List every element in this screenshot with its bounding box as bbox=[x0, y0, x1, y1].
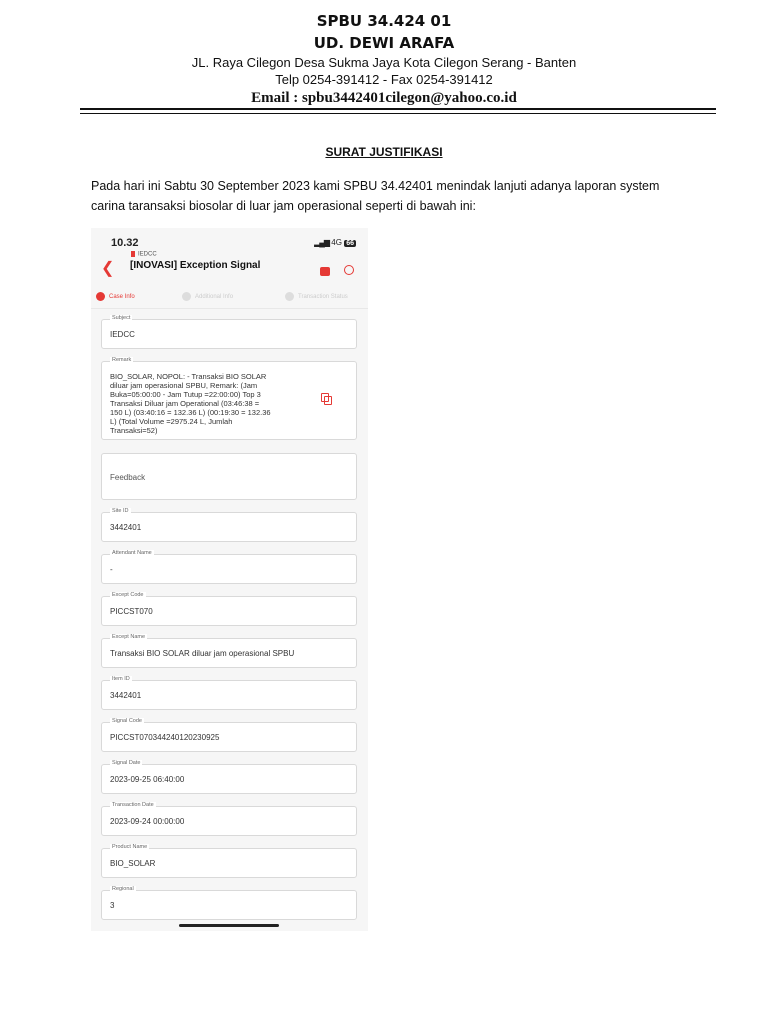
field-value: IEDCC bbox=[110, 330, 135, 339]
tag-marker-icon bbox=[131, 251, 135, 257]
company-email: Email : spbu3442401cilegon@yahoo.co.id bbox=[251, 90, 517, 106]
field-label: Except Code bbox=[112, 592, 144, 598]
status-time: 10.32 bbox=[111, 237, 139, 249]
field-label: Regional bbox=[112, 886, 134, 892]
alarm-clock-icon[interactable] bbox=[344, 265, 354, 275]
field-value: Transaksi BIO SOLAR diluar jam operasional SPBU bbox=[110, 649, 295, 658]
step-number bbox=[285, 292, 294, 301]
field-value: 2023-09-25 06:40:00 bbox=[110, 775, 185, 784]
remark-field[interactable] bbox=[101, 357, 357, 440]
subject-field[interactable] bbox=[101, 315, 357, 349]
item-id-field[interactable] bbox=[101, 676, 357, 710]
remark-value: BIO_SOLAR, NOPOL: - Transaksi BIO SOLAR diluar jam operasional SPBU, Remark: (Jam Buka=05:00:00 - Jam Tutup =22:00:00) Top 3 Transaksi Diluar jam Operational (03:46:38 = 150 L) (03:40:16 = 132.36 L) (00:19:30 = 132.36 L) (Total Volume =2975.24 L, Jumlah Transaksi=52) bbox=[110, 372, 271, 435]
phone-screenshot bbox=[91, 228, 368, 931]
status-indicators bbox=[314, 238, 356, 247]
field-label: Transaction Date bbox=[112, 802, 154, 808]
site-id-field[interactable] bbox=[101, 508, 357, 542]
step-label: Additional Info bbox=[195, 294, 234, 301]
field-label: Except Name bbox=[112, 634, 146, 640]
back-arrow-icon[interactable]: ❮ bbox=[101, 260, 115, 277]
field-label: Site ID bbox=[112, 508, 129, 514]
except-code-field[interactable] bbox=[101, 592, 357, 626]
transaction-date-field[interactable] bbox=[101, 802, 357, 836]
signal-code-field[interactable] bbox=[101, 718, 357, 752]
field-value: PICCST0703442401202309​25 bbox=[110, 733, 220, 742]
field-label: Item ID bbox=[112, 676, 130, 682]
network-label: 4G bbox=[331, 238, 342, 247]
body-line-1: Pada hari ini Sabtu 30 September 2023 kami SPBU 34.42401 menindak lanjuti adanya laporan system bbox=[91, 179, 660, 193]
field-label: Remark bbox=[112, 357, 132, 363]
header-tag-text: IEDCC bbox=[138, 251, 157, 258]
field-label: Attendant Name bbox=[112, 550, 152, 556]
company-name: UD. DEWI ARAFA bbox=[313, 34, 455, 52]
field-value: BIO_SOLAR bbox=[110, 859, 156, 868]
header-tag bbox=[131, 251, 157, 258]
step-number bbox=[182, 292, 191, 301]
stepper-divider bbox=[91, 308, 368, 309]
home-indicator bbox=[179, 924, 279, 927]
signal-icon: ▂▄▆ bbox=[314, 238, 330, 247]
screen-title: [INOVASI] Exception Signal bbox=[130, 260, 261, 271]
field-value: 3 bbox=[110, 901, 115, 910]
document-body bbox=[91, 176, 691, 216]
field-value: 2023-09-24 00:00:00 bbox=[110, 817, 185, 826]
company-address: JL. Raya Cilegon Desa Sukma Jaya Kota Cilegon Serang - Banten bbox=[191, 55, 577, 70]
regional-field[interactable] bbox=[101, 886, 357, 920]
field-label: Signal Code bbox=[112, 718, 142, 724]
step-transaction-status[interactable] bbox=[285, 292, 348, 301]
signal-date-field[interactable] bbox=[101, 760, 357, 794]
field-value: - bbox=[110, 565, 113, 574]
attendant-name-field[interactable] bbox=[101, 550, 357, 584]
body-line-2: carina taransaksi biosolar di luar jam operasional seperti di bawah ini: bbox=[91, 199, 476, 213]
step-label: Transaction Status bbox=[298, 294, 348, 301]
step-case-info[interactable] bbox=[96, 292, 135, 301]
feedback-placeholder: Feedback bbox=[110, 473, 146, 482]
battery-icon: 66 bbox=[346, 240, 354, 247]
company-phone: Telp 0254-391412 - Fax 0254-391412 bbox=[275, 72, 493, 87]
letterhead bbox=[0, 10, 768, 108]
company-code: SPBU 34.424 01 bbox=[316, 12, 452, 30]
field-value: PICCST070 bbox=[110, 607, 153, 616]
header-divider-thick bbox=[80, 108, 716, 110]
feedback-field[interactable] bbox=[101, 453, 357, 500]
field-value: 3442401 bbox=[110, 691, 142, 700]
field-label: Product Name bbox=[112, 844, 148, 850]
step-number bbox=[96, 292, 105, 301]
except-name-field[interactable] bbox=[101, 634, 357, 668]
step-label: Case Info bbox=[109, 294, 135, 301]
field-value: 3442401 bbox=[110, 523, 142, 532]
product-name-field[interactable] bbox=[101, 844, 357, 878]
header-divider-thin bbox=[80, 113, 716, 114]
step-additional-info[interactable] bbox=[182, 292, 233, 301]
field-label: Signal Date bbox=[112, 760, 141, 766]
copy-icon[interactable] bbox=[324, 396, 332, 405]
field-label: Subject bbox=[112, 315, 131, 321]
document-title: SURAT JUSTIFIKASI bbox=[325, 145, 443, 159]
chat-icon[interactable] bbox=[320, 267, 330, 276]
